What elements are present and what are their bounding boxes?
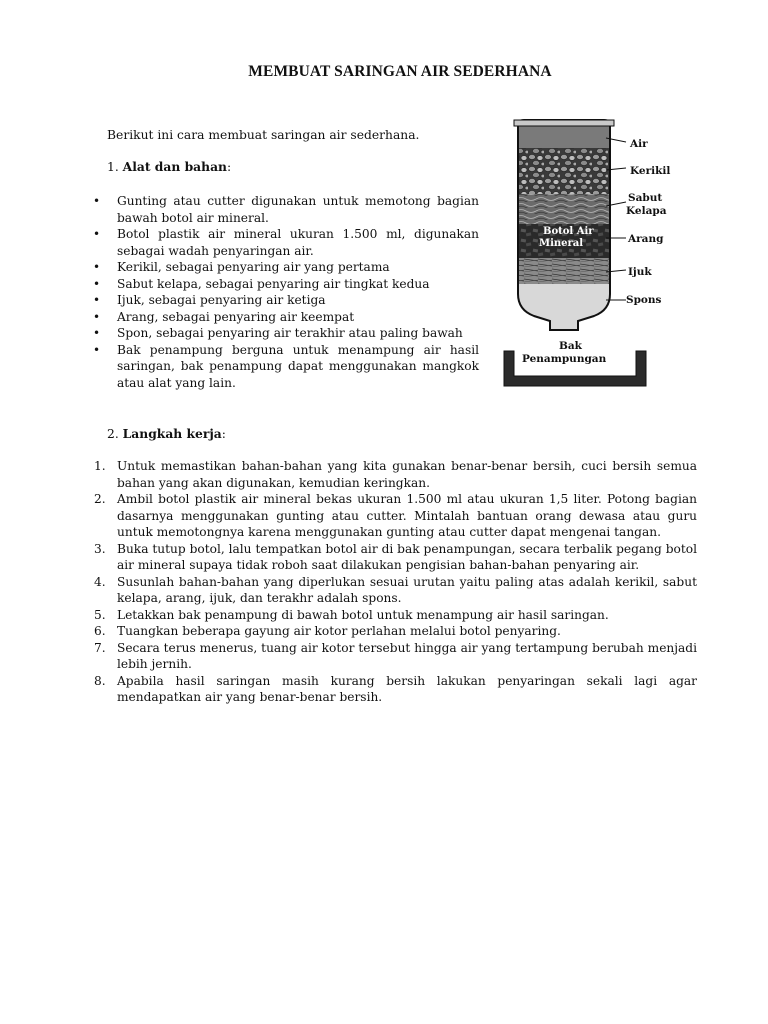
section-number: 2. xyxy=(107,427,119,441)
step-text: Untuk memastikan bahan-bahan yang kita gunakan benar-benar bersih, cuci bersih semua bahan yang akan digunakan, kemudian keringkan. xyxy=(117,459,697,490)
list-item xyxy=(94,458,697,491)
step-number: 2. xyxy=(94,492,106,506)
list-item: • Bak penampung berguna untuk menampung air hasil saringan, bak penampung dapat menggunakan mangkok atau alat yang lain. xyxy=(117,342,479,392)
section-number: 1. xyxy=(107,160,119,174)
list-item: • Ijuk, sebagai penyaring air ketiga xyxy=(117,292,479,309)
step-number: 8. xyxy=(94,673,106,688)
label-air: Air xyxy=(630,138,648,150)
list-item xyxy=(94,491,697,541)
section-suffix: : xyxy=(221,427,226,441)
list-item: • Spon, sebagai penyaring air terakhir atau paling bawah xyxy=(117,325,479,342)
step-number: 5. xyxy=(94,607,106,622)
section-title: Alat dan bahan xyxy=(122,159,227,174)
list-item: • Sabut kelapa, sebagai penyaring air tingkat kedua xyxy=(117,276,479,293)
list-item xyxy=(94,623,697,640)
list-item: • Botol plastik air mineral ukuran 1.500 ml, digunakan sebagai wadah penyaringan air. xyxy=(117,226,479,259)
section-heading-materials xyxy=(107,159,231,174)
step-text: Ambil botol plastik air mineral bekas ukuran 1.500 ml atau ukuran 1,5 liter. Potong bagian dasarnya menggunakan gunting atau cutter. Mintalah bantuan orang dewasa atau guru untuk memotongnya karena menggunakan gunting atau cutter dapat mengenai tangan. xyxy=(117,492,697,539)
section-suffix: : xyxy=(227,160,232,174)
list-item: • Arang, sebagai penyaring air keempat xyxy=(117,309,479,326)
label-bak: Bak xyxy=(559,340,582,352)
section-title: Langkah kerja xyxy=(122,426,222,441)
label-botol: Botol Air xyxy=(543,226,594,237)
step-number: 4. xyxy=(94,574,106,589)
steps-list xyxy=(94,458,697,706)
section-heading-steps xyxy=(107,426,226,441)
materials-list xyxy=(117,193,479,391)
label-spons: Spons xyxy=(626,294,662,306)
water-filter-illustration xyxy=(496,118,681,398)
list-item: • Kerikil, sebagai penyaring air yang pertama xyxy=(117,259,479,276)
label-penampungan: Penampungan xyxy=(522,353,607,365)
step-text: Letakkan bak penampung di bawah botol untuk menampung air hasil saringan. xyxy=(117,607,609,622)
list-item xyxy=(94,607,697,624)
label-mineral: Mineral xyxy=(539,238,584,249)
step-text: Tuangkan beberapa gayung air kotor perlahan melalui botol penyaring. xyxy=(117,624,561,638)
list-item xyxy=(94,541,697,574)
label-kerikil: Kerikil xyxy=(630,165,671,177)
step-number: 6. xyxy=(94,624,106,638)
list-item xyxy=(94,673,697,706)
list-item xyxy=(94,640,697,673)
list-item: • Gunting atau cutter digunakan untuk memotong bagian bawah botol air mineral. xyxy=(117,193,479,226)
intro-text: Berikut ini cara membuat saringan air sederhana. xyxy=(107,128,420,142)
page-title: MEMBUAT SARINGAN AIR SEDERHANA xyxy=(248,63,552,80)
step-number: 3. xyxy=(94,541,106,556)
step-text: Susunlah bahan-bahan yang diperlukan sesuai urutan yaitu paling atas adalah kerikil, sabut kelapa, arang, ijuk, dan terakhr adalah spons. xyxy=(117,574,697,605)
label-kelapa: Kelapa xyxy=(626,205,667,217)
step-text: Apabila hasil saringan masih kurang bersih lakukan penyaringan sekali lagi agar mendapatkan air yang benar-benar bersih. xyxy=(117,673,697,704)
list-item xyxy=(94,574,697,607)
step-text: Buka tutup botol, lalu tempatkan botol air di bak penampungan, secara terbalik pegang botol air mineral supaya tidak roboh saat dilakukan pengisian bahan-bahan penyaring air. xyxy=(117,541,697,572)
step-number: 7. xyxy=(94,640,106,655)
label-arang: Arang xyxy=(628,233,664,245)
step-number: 1. xyxy=(94,459,106,473)
label-ijuk: Ijuk xyxy=(628,266,652,278)
step-text: Secara terus menerus, tuang air kotor tersebut hingga air yang tertampung berubah menjadi lebih jernih. xyxy=(117,640,697,671)
label-sabut: Sabut xyxy=(628,192,663,204)
